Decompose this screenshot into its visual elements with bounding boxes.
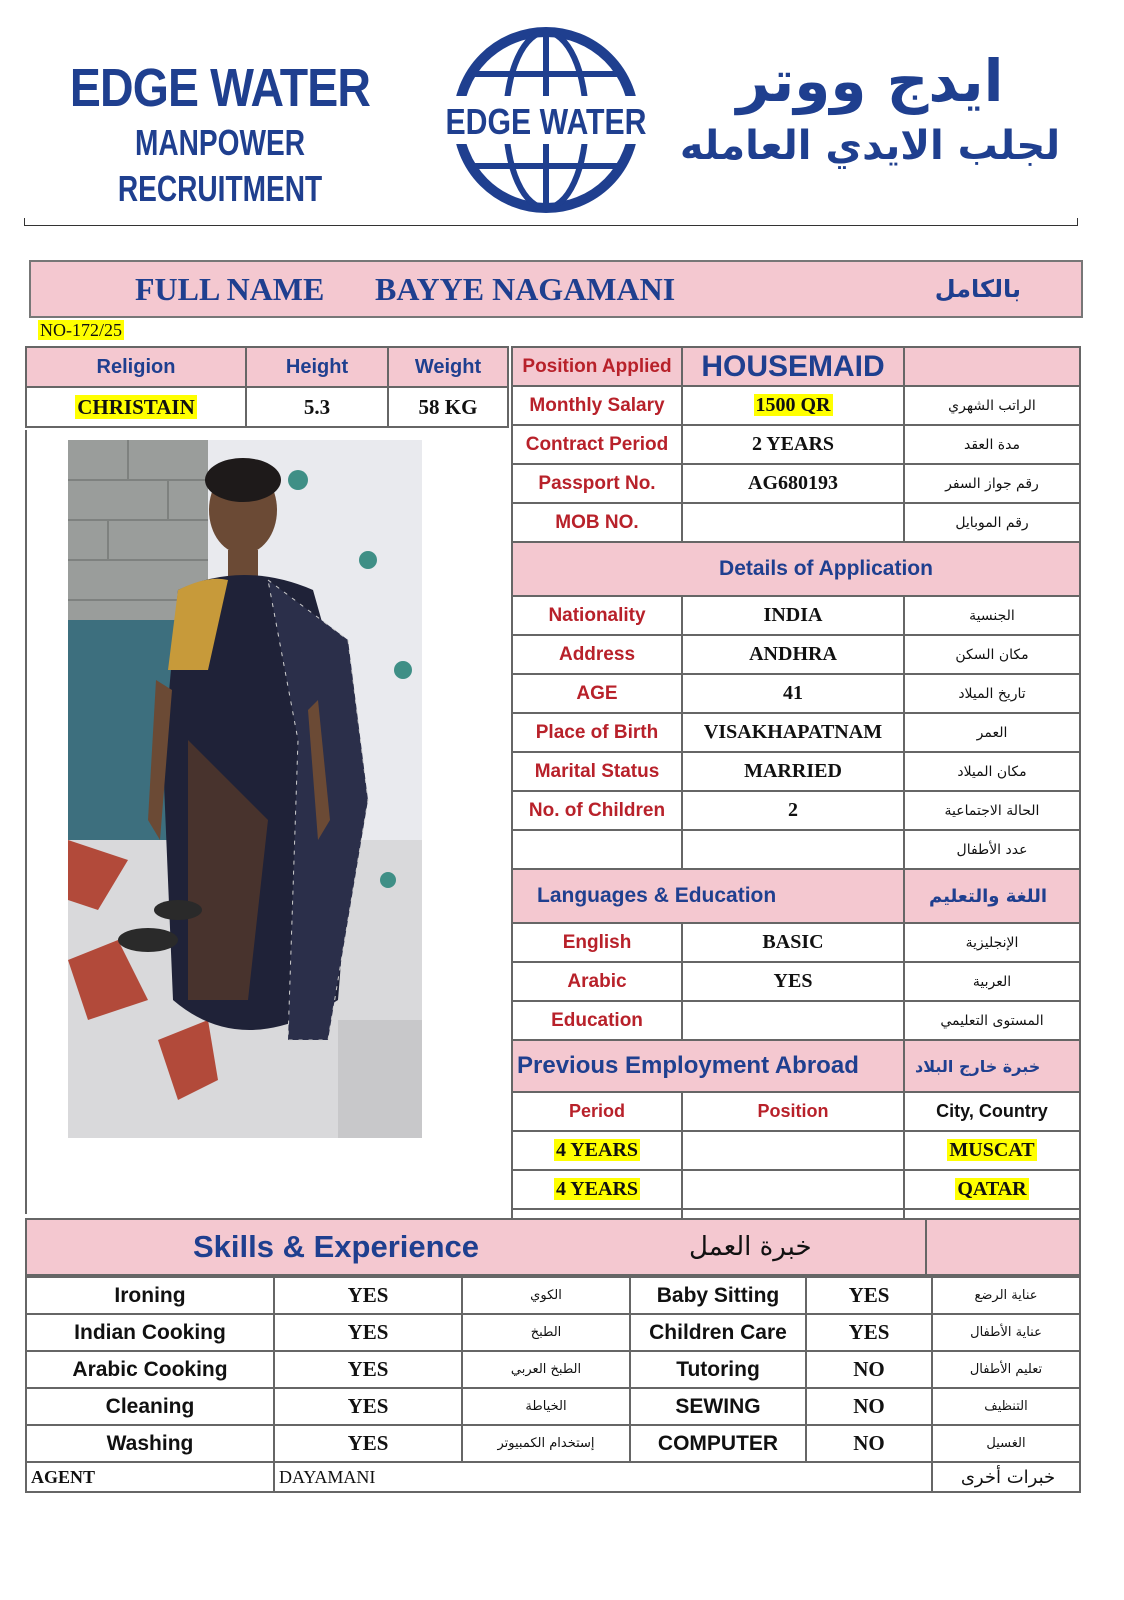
applicant-photo (68, 440, 422, 1138)
place-of-birth-value: VISAKHAPATNAM (682, 713, 904, 752)
position-applied-value: HOUSEMAID (682, 347, 904, 386)
details-of-application-heading: Details of Application (512, 542, 1080, 596)
monthly-salary-arabic: الراتب الشهري (904, 386, 1080, 425)
arabic-company-line2: لجلب الايدي العامله (679, 123, 1061, 169)
height-header: Height (246, 347, 388, 387)
skill-children-care-value: YES (806, 1314, 932, 1351)
age-value: 41 (682, 674, 904, 713)
skill-cleaning-arabic: الخياطة (462, 1388, 630, 1425)
place-of-birth-label: Place of Birth (512, 713, 682, 752)
skill-children-care: Children Care (630, 1314, 806, 1351)
children-label: No. of Children (512, 791, 682, 830)
employment-period-2: 4 YEARS (512, 1170, 682, 1209)
employment-position-2 (682, 1170, 904, 1209)
contract-period-value: 2 YEARS (682, 425, 904, 464)
age-arabic: تاريخ الميلاد (904, 674, 1080, 713)
skill-baby-sitting: Baby Sitting (630, 1277, 806, 1314)
nationality-arabic: الجنسية (904, 596, 1080, 635)
skill-tutoring-value: NO (806, 1351, 932, 1388)
skill-cleaning: Cleaning (26, 1388, 274, 1425)
mobile-no-label: MOB NO. (512, 503, 682, 542)
nationality-label: Nationality (512, 596, 682, 635)
monthly-salary-value: 1500 QR (682, 386, 904, 425)
skill-ironing: Ironing (26, 1277, 274, 1314)
employment-position-1 (682, 1131, 904, 1170)
period-header: Period (512, 1092, 682, 1131)
full-name-label: FULL NAME (135, 270, 325, 307)
skills-experience-arabic: خبرة العمل (689, 1232, 812, 1262)
company-tagline: MANPOWER RECRUITMENT (117, 122, 323, 209)
skills-experience-heading: Skills & Experience (193, 1229, 480, 1264)
skill-indian-cooking: Indian Cooking (26, 1314, 274, 1351)
address-value: ANDHRA (682, 635, 904, 674)
education-value (682, 1001, 904, 1040)
contract-period-arabic: مدة العقد (904, 425, 1080, 464)
edge-water-globe-logo (446, 22, 646, 218)
weight-value: 58 KG (388, 387, 508, 427)
height-value: 5.3 (246, 387, 388, 427)
previous-employment-heading: Previous Employment Abroad (512, 1040, 904, 1092)
skill-sewing: SEWING (630, 1388, 806, 1425)
education-label: Education (512, 1001, 682, 1040)
arabic-lang-arabic: العربية (904, 962, 1080, 1001)
skill-indian-cooking-arabic: الطبخ (462, 1314, 630, 1351)
full-name-value: BAYYE NAGAMANI (375, 270, 676, 307)
full-name-arabic-label: بالكامل (934, 275, 1021, 303)
children-value: 2 (682, 791, 904, 830)
position-applied-label: Position Applied (512, 347, 682, 386)
skill-arabic-cooking-value: YES (274, 1351, 462, 1388)
blank-detail-arabic: عدد الأطفال (904, 830, 1080, 869)
english-value: BASIC (682, 923, 904, 962)
skill-baby-sitting-arabic: عناية الرضع (932, 1277, 1080, 1314)
skills-experience-bar (25, 1218, 1081, 1276)
position-applied-arabic (904, 347, 1080, 386)
skill-washing-arabic: إستخدام الكمبيوتر (462, 1425, 630, 1462)
age-label: AGE (512, 674, 682, 713)
employment-period-1: 4 YEARS (512, 1131, 682, 1170)
mobile-no-value (682, 503, 904, 542)
logo-text: EDGE WATER (446, 102, 646, 143)
basic-info-table (25, 346, 509, 428)
marital-status-value: MARRIED (682, 752, 904, 791)
other-experience-arabic: خبرات أخرى (932, 1462, 1080, 1492)
blank-detail-value (682, 830, 904, 869)
arabic-lang-label: Arabic (512, 962, 682, 1001)
english-arabic: الإنجليزية (904, 923, 1080, 962)
skill-washing: Washing (26, 1425, 274, 1462)
skill-arabic-cooking: Arabic Cooking (26, 1351, 274, 1388)
skill-computer-value: NO (806, 1425, 932, 1462)
religion-value: CHRISTAIN (26, 387, 246, 427)
contract-period-label: Contract Period (512, 425, 682, 464)
passport-no-arabic: رقم جواز السفر (904, 464, 1080, 503)
employment-place-1: MUSCAT (904, 1131, 1080, 1170)
skill-computer: COMPUTER (630, 1425, 806, 1462)
city-country-header: City, Country (904, 1092, 1080, 1131)
full-name-bar (29, 260, 1083, 318)
education-arabic: المستوى التعليمي (904, 1001, 1080, 1040)
application-details-table (511, 346, 1081, 1252)
reference-number: NO-172/25 (40, 320, 122, 340)
skill-ironing-arabic: الكوي (462, 1277, 630, 1314)
weight-header: Weight (388, 347, 508, 387)
skill-sewing-value: NO (806, 1388, 932, 1425)
skill-computer-arabic: الغسيل (932, 1425, 1080, 1462)
address-label: Address (512, 635, 682, 674)
company-name: EDGE WATER (69, 58, 371, 118)
marital-status-label: Marital Status (512, 752, 682, 791)
skill-baby-sitting-value: YES (806, 1277, 932, 1314)
marital-status-arabic: مكان الميلاد (904, 752, 1080, 791)
skill-cleaning-value: YES (274, 1388, 462, 1425)
skill-children-care-arabic: عناية الأطفال (932, 1314, 1080, 1351)
arabic-company-line1: ايدج ووتر (736, 47, 1004, 115)
place-of-birth-arabic: العمر (904, 713, 1080, 752)
address-arabic: مكان السكن (904, 635, 1080, 674)
skill-washing-value: YES (274, 1425, 462, 1462)
skill-tutoring-arabic: تعليم الأطفال (932, 1351, 1080, 1388)
previous-employment-arabic: خبرة خارج البلاد (904, 1040, 1080, 1092)
blank-detail-label (512, 830, 682, 869)
company-name-block (10, 58, 430, 212)
header-divider (24, 218, 1078, 226)
monthly-salary-label: Monthly Salary (512, 386, 682, 425)
skills-header-divider (925, 1218, 927, 1276)
languages-education-heading: Languages & Education (512, 869, 904, 923)
position-header: Position (682, 1092, 904, 1131)
skill-ironing-value: YES (274, 1277, 462, 1314)
skill-tutoring: Tutoring (630, 1351, 806, 1388)
skill-sewing-arabic: التنظيف (932, 1388, 1080, 1425)
passport-no-label: Passport No. (512, 464, 682, 503)
children-arabic: الحالة الاجتماعية (904, 791, 1080, 830)
agent-value: DAYAMANI (274, 1462, 932, 1492)
skill-arabic-cooking-arabic: الطبخ العربي (462, 1351, 630, 1388)
arabic-company-name (660, 44, 1080, 174)
languages-education-arabic: اللغة والتعليم (904, 869, 1080, 923)
nationality-value: INDIA (682, 596, 904, 635)
english-label: English (512, 923, 682, 962)
mobile-no-arabic: رقم الموبايل (904, 503, 1080, 542)
employment-place-2: QATAR (904, 1170, 1080, 1209)
passport-no-value: AG680193 (682, 464, 904, 503)
skill-indian-cooking-value: YES (274, 1314, 462, 1351)
arabic-lang-value: YES (682, 962, 904, 1001)
skills-table (25, 1276, 1081, 1493)
religion-header: Religion (26, 347, 246, 387)
agent-label: AGENT (26, 1462, 274, 1492)
